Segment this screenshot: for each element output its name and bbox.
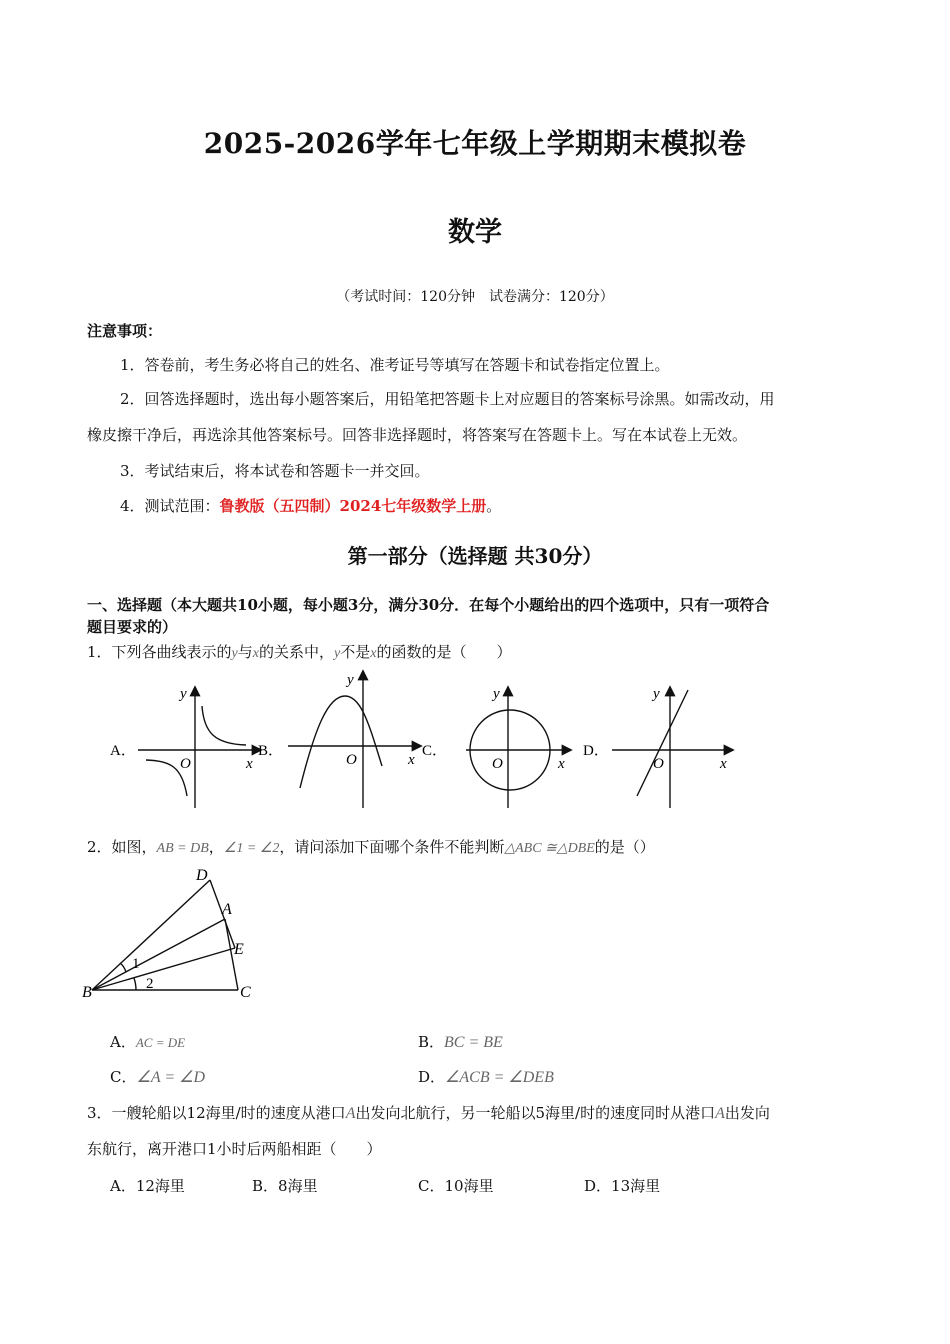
- q3-port-a: A: [345, 1105, 356, 1122]
- angle-1-label: 1: [132, 956, 140, 972]
- q2-option-a-letter: A．: [110, 1033, 136, 1051]
- q3-text-c: 出发向: [724, 1104, 770, 1122]
- hyperbola-branch-upper: [202, 706, 246, 745]
- notice-item-2: 2．回答选择题时，选出每小题答案后，用铅笔把答题卡上对应题目的答案标号涂黑。如需改动，用: [120, 390, 775, 408]
- q3-option-b-text: 8海里: [278, 1177, 318, 1195]
- q1-option-c-label: C．: [422, 743, 448, 759]
- graph-b-origin: O: [346, 752, 357, 768]
- q3-option-c-letter: C．: [418, 1177, 445, 1195]
- q1-text-a: 1．下列各曲线表示的: [87, 643, 232, 661]
- q2-option-b[interactable]: [418, 1031, 503, 1052]
- q1-text-e: 的函数的是（ ）: [376, 643, 512, 661]
- q2-text-b: ，: [208, 838, 224, 856]
- q2-option-b-text: BC = BE: [444, 1034, 503, 1051]
- notice-item-2-cont: 橡皮擦干净后，再选涂其他答案标号。回答非选择题时，将答案写在答题卡上。写在本试卷上无效。: [87, 426, 748, 444]
- point-c-label: C: [240, 984, 251, 1001]
- q3-option-a[interactable]: [110, 1175, 185, 1196]
- graph-a: [138, 686, 260, 808]
- q1-var-x: x: [252, 646, 259, 661]
- point-a-label: A: [222, 901, 232, 918]
- q1-var-y: y: [231, 646, 238, 661]
- q2-option-d-letter: D．: [418, 1068, 446, 1086]
- q1-var-x2: x: [370, 646, 377, 661]
- graph-b-x-label: x: [408, 752, 415, 768]
- q1-option-a-label: A．: [110, 743, 136, 759]
- q2-option-c-text: ∠A = ∠D: [136, 1069, 206, 1086]
- q2-text-a: 2．如图，: [87, 838, 157, 856]
- q1-option-b-label: B．: [258, 743, 284, 759]
- question-3-line2: 东航行，离开港口1小时后两船相距（ ）: [87, 1140, 382, 1158]
- q3-option-a-letter: A．: [110, 1177, 136, 1195]
- point-d-label: D: [196, 867, 208, 884]
- point-e-label: E: [234, 941, 244, 958]
- q3-option-c[interactable]: [418, 1175, 494, 1196]
- graph-d: [612, 686, 732, 808]
- part1-heading: 第一部分（选择题 共30分）: [347, 544, 603, 568]
- q3-text-a: 3．一艘轮船以12海里/时的速度从港口: [87, 1104, 346, 1122]
- segment-bd: [92, 880, 210, 990]
- q2-option-c[interactable]: [110, 1066, 205, 1087]
- graph-d-origin: O: [653, 756, 664, 772]
- section1-line2: 题目要求的）: [87, 618, 178, 636]
- segment-ba: [92, 919, 225, 990]
- question-1-text: [87, 641, 511, 665]
- q3-option-c-text: 10海里: [444, 1177, 494, 1195]
- graph-a-y-label: y: [180, 686, 187, 702]
- straight-line: [637, 690, 688, 796]
- q2-text-d: 的是（）: [594, 838, 655, 856]
- notice-heading: 注意事项：: [87, 322, 163, 340]
- graph-a-origin: O: [180, 756, 191, 772]
- q2-option-d[interactable]: [418, 1066, 554, 1087]
- graph-a-x-label: x: [246, 756, 253, 772]
- notice-item-4-suffix: 。: [486, 497, 502, 515]
- q1-graphs: [100, 668, 750, 813]
- angle-2-arc: [134, 978, 136, 990]
- point-b-label: B: [82, 984, 92, 1001]
- q3-option-b-letter: B．: [252, 1177, 279, 1195]
- exam-title: 2025-2026学年七年级上学期期末模拟卷: [203, 127, 747, 160]
- q1-text-c: 的关系中，: [259, 643, 335, 661]
- segment-be: [92, 948, 235, 990]
- q1-option-d-label: D．: [583, 743, 609, 759]
- q3-port-a2: A: [715, 1105, 725, 1122]
- graph-d-x-label: x: [720, 756, 727, 772]
- graph-c: [466, 686, 570, 808]
- q2-condition-angles: ∠1 = ∠2: [223, 841, 280, 856]
- notice-item-4-prefix: 4．测试范围：: [120, 497, 220, 515]
- notice-item-4: [120, 495, 501, 517]
- graph-c-y-label: y: [493, 686, 500, 702]
- q1-text-b: 与: [237, 643, 253, 661]
- q2-option-a-text: AC = DE: [135, 1035, 186, 1050]
- q2-option-b-letter: B．: [418, 1033, 445, 1051]
- notice-item-1: 1．答卷前，考生务必将自己的姓名、准考证号等填写在答题卡和试卷指定位置上。: [120, 356, 670, 374]
- q2-condition-ab-db: AB = DB: [156, 841, 209, 856]
- q3-option-b[interactable]: [252, 1175, 318, 1196]
- q3-option-d-letter: D．: [584, 1177, 612, 1195]
- angle-2-label: 2: [146, 976, 154, 992]
- q2-option-d-text: ∠ACB = ∠DEB: [445, 1069, 554, 1086]
- q1-var-y2: y: [334, 646, 341, 661]
- q3-option-d-text: 13海里: [611, 1177, 661, 1195]
- graph-c-origin: O: [492, 756, 503, 772]
- parabola: [300, 696, 382, 788]
- q2-congruence: △ABC ≅△DBE: [504, 841, 595, 856]
- q3-text-b: 出发向北航行，另一轮船以5海里/时的速度同时从港口: [355, 1104, 716, 1122]
- subject-title: 数学: [448, 217, 502, 248]
- graph-b-y-label: y: [347, 672, 354, 688]
- test-scope: 鲁教版（五四制）2024七年级数学上册: [219, 497, 487, 515]
- section1-line1: 一、选择题（本大题共10小题，每小题3分，满分30分．在每个小题给出的四个选项中，只有一项符合: [87, 596, 770, 614]
- q1-text-d: 不是: [340, 643, 371, 661]
- exam-meta: （考试时间：120分钟 试卷满分：120分）: [336, 289, 614, 305]
- q3-option-a-text: 12海里: [135, 1177, 185, 1195]
- question-2-text: [87, 836, 655, 860]
- notice-item-3: 3．考试结束后，将本试卷和答题卡一并交回。: [120, 462, 430, 480]
- q2-text-c: ，请问添加下面哪个条件不能判断: [279, 838, 505, 856]
- q2-option-c-letter: C．: [110, 1068, 137, 1086]
- graph-c-x-label: x: [558, 756, 565, 772]
- q2-triangle-figure: [80, 862, 270, 1007]
- graph-d-y-label: y: [653, 686, 660, 702]
- graph-b: [288, 672, 420, 808]
- q3-option-d[interactable]: [584, 1175, 660, 1196]
- q2-option-a[interactable]: [110, 1031, 185, 1052]
- angle-1-arc: [120, 963, 126, 972]
- question-3-line1: [87, 1102, 770, 1125]
